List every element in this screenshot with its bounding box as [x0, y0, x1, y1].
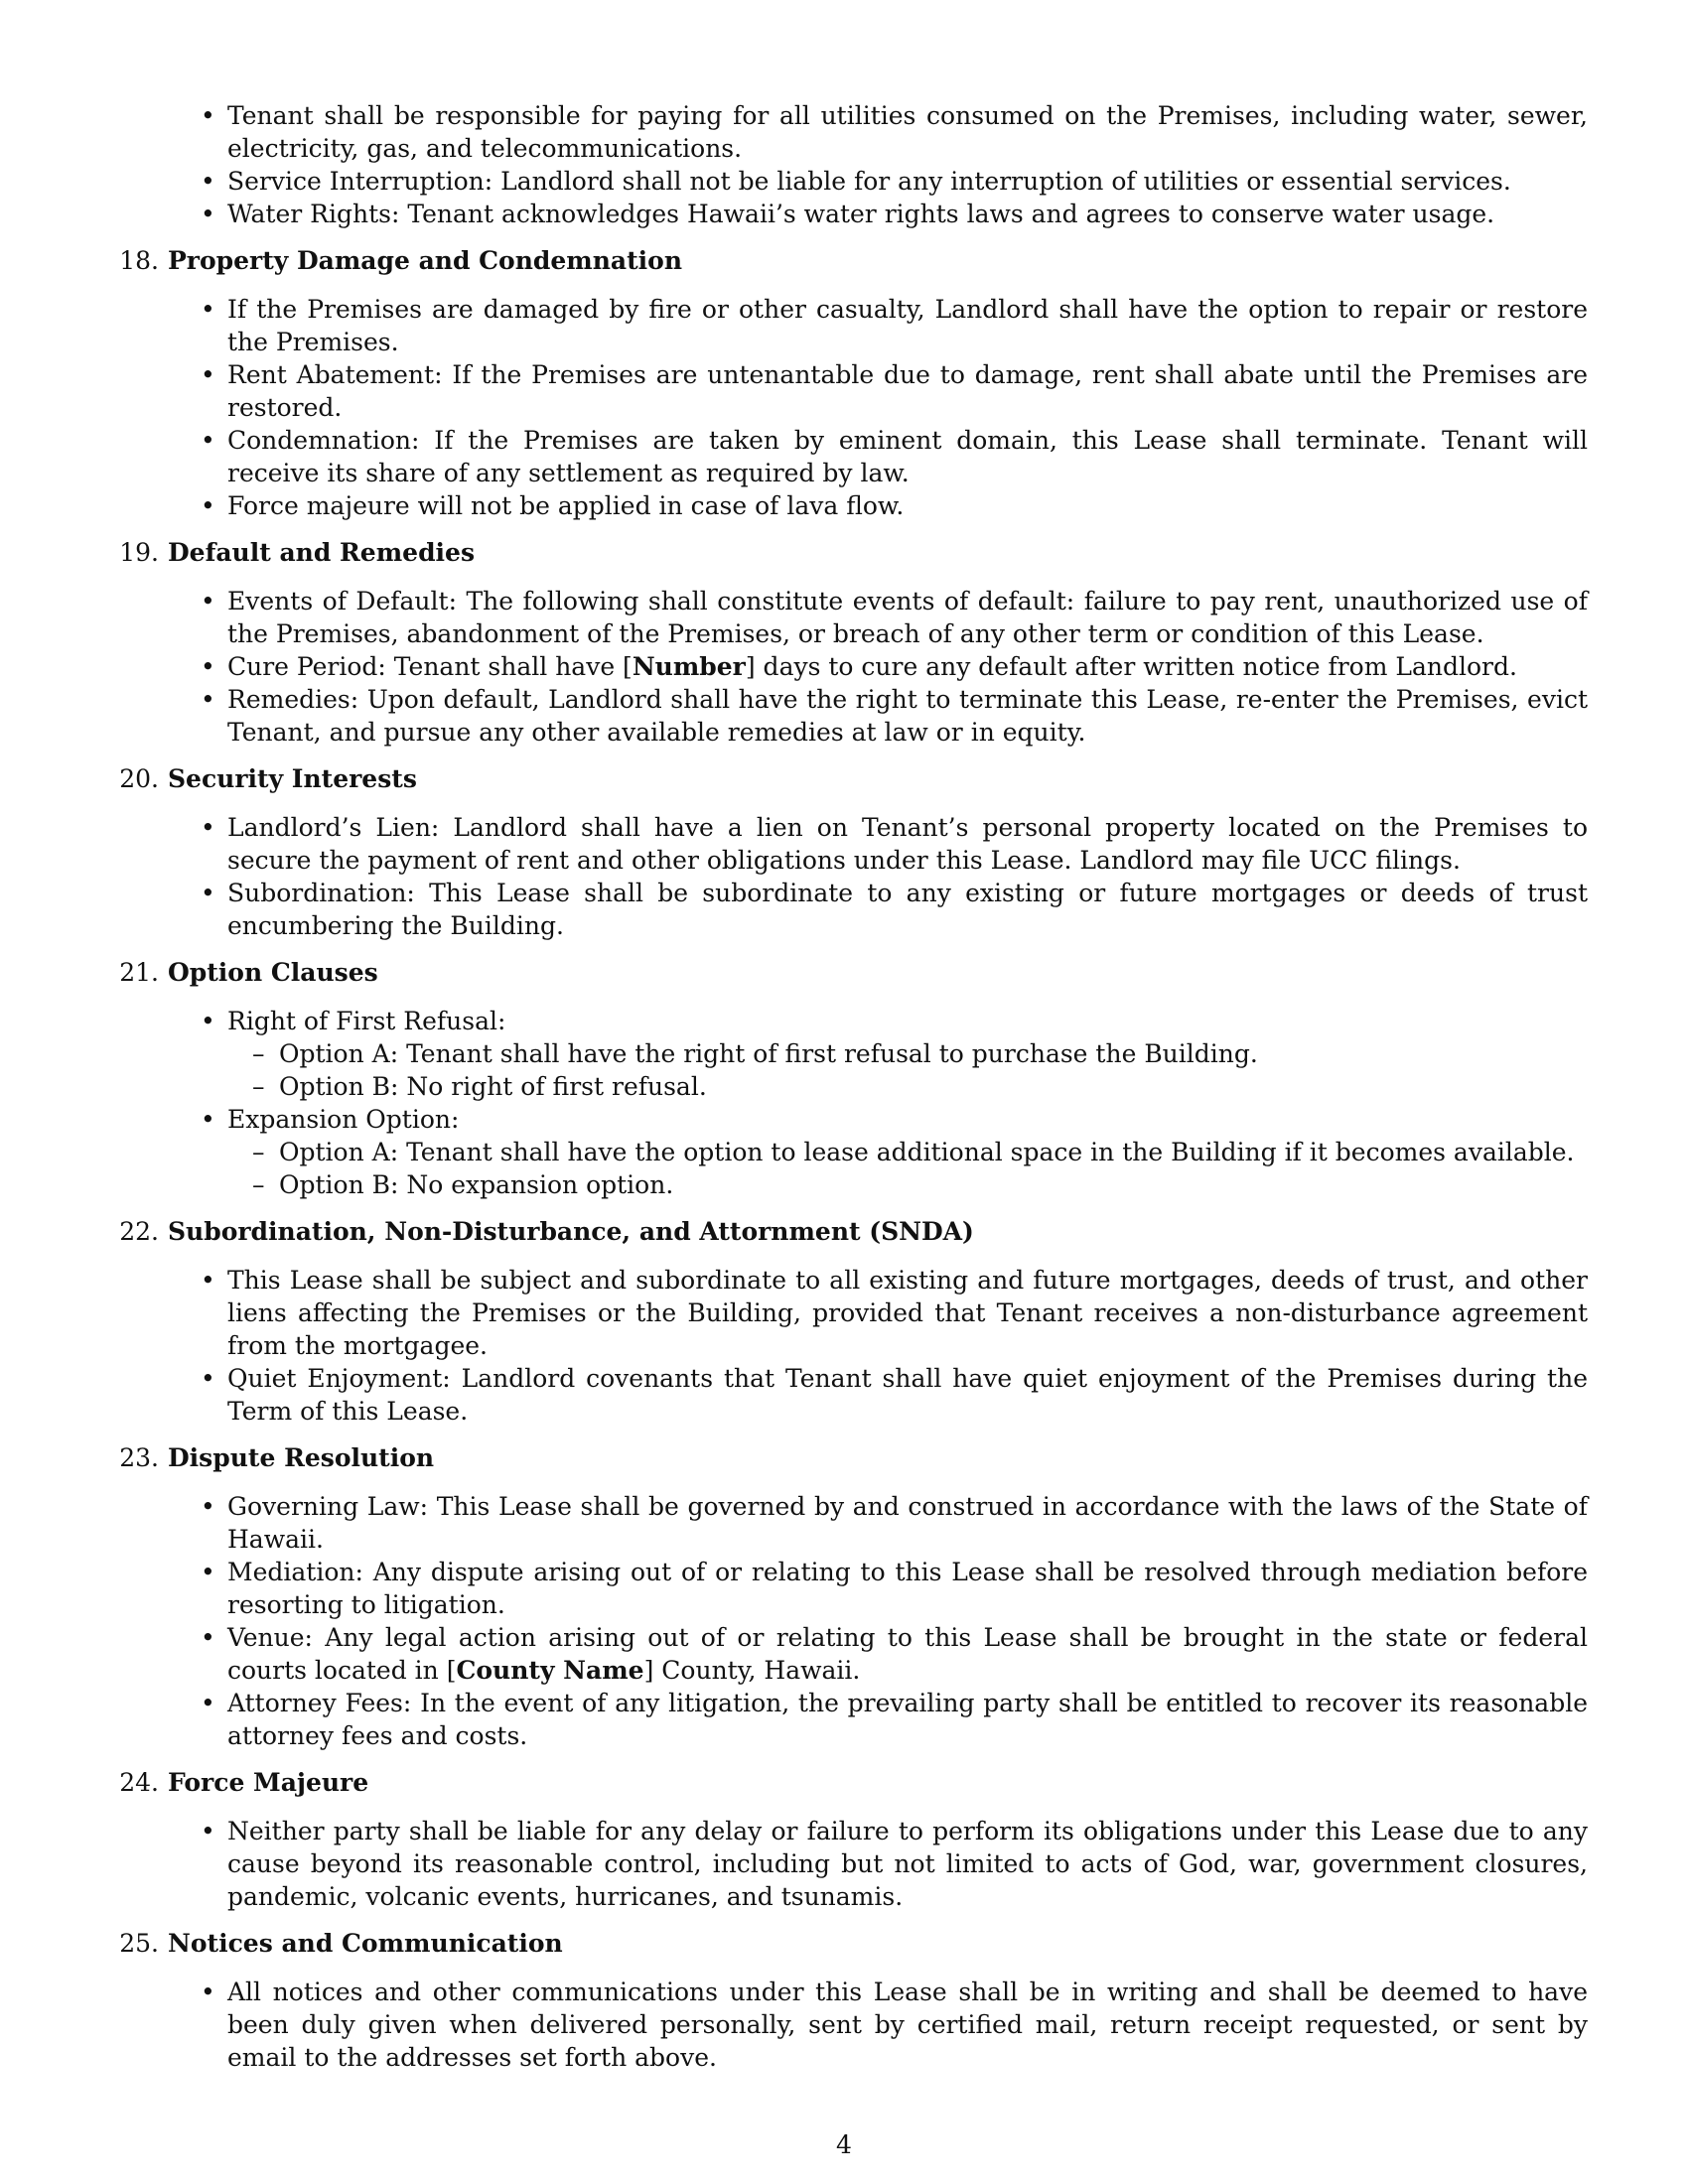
- section-heading: [0, 536, 1688, 569]
- clause-list: [0, 585, 1688, 749]
- section-heading: [0, 1441, 1688, 1474]
- text-fragment: Venue: Any legal action arising out of or relating to this Lease shall be brought in the state or federal courts located in [: [227, 1623, 1588, 1685]
- list-item: • Force majeure will not be applied in case of lava flow.: [227, 489, 1588, 522]
- list-item: • Service Interruption: Landlord shall not be liable for any interruption of utilities or essential services.: [227, 165, 1588, 198]
- section-notices: [0, 1927, 1688, 2074]
- section-number: 24.: [119, 1768, 159, 1797]
- section-heading: [0, 956, 1688, 989]
- text-fragment: ] County, Hawaii.: [643, 1656, 861, 1685]
- clause-list: [0, 293, 1688, 522]
- list-item: [227, 1005, 1588, 1103]
- section-snda: [0, 1215, 1688, 1428]
- list-item: [227, 1103, 1588, 1201]
- section-heading: [0, 244, 1688, 277]
- list-item: • Attorney Fees: In the event of any litigation, the prevailing party shall be entitled to recover its reasonable attorney fees and costs.: [227, 1687, 1588, 1752]
- list-item: • This Lease shall be subject and subordinate to all existing and future mortgages, deeds of trust, and other liens affecting the Premises or the Building, provided that Tenant receives a non-disturbance agreement from the mortgagee.: [227, 1264, 1588, 1362]
- section-security-interests: [0, 762, 1688, 942]
- section-title: Default and Remedies: [168, 538, 476, 567]
- section-force-majeure: [0, 1766, 1688, 1913]
- list-item: • Subordination: This Lease shall be subordinate to any existing or future mortgages or deeds of trust encumbering the Building.: [227, 877, 1588, 942]
- list-item: • Neither party shall be liable for any delay or failure to perform its obligations under this Lease due to any cause beyond its reasonable control, including but not limited to acts of God, war, government closures, pandemic, volcanic events, hurricanes, and tsunamis.: [227, 1815, 1588, 1913]
- section-option-clauses: [0, 956, 1688, 1201]
- clause-list: [0, 1490, 1688, 1752]
- sub-list-item: – Option A: Tenant shall have the option to lease additional space in the Building if it becomes available.: [279, 1136, 1588, 1168]
- list-item: [227, 650, 1588, 683]
- section-number: 19.: [119, 538, 159, 567]
- list-item: • Landlord’s Lien: Landlord shall have a lien on Tenant’s personal property located on the Premises to secure the payment of rent and other obligations under this Lease. Landlord may file UCC filings.: [227, 811, 1588, 877]
- list-item: • Quiet Enjoyment: Landlord covenants that Tenant shall have quiet enjoyment of the Premises during the Term of this Lease.: [227, 1362, 1588, 1428]
- text-fragment: ] days to cure any default after written notice from Landlord.: [745, 652, 1517, 681]
- section-heading: [0, 762, 1688, 795]
- list-item: • All notices and other communications under this Lease shall be in writing and shall be deemed to have been duly given when delivered personally, sent by certified mail, return receipt requested, or sent by email to the addresses set forth above.: [227, 1976, 1588, 2074]
- list-item: • Remedies: Upon default, Landlord shall have the right to terminate this Lease, re-enter the Premises, evict Tenant, and pursue any other available remedies at law or in equity.: [227, 683, 1588, 749]
- section-title: Dispute Resolution: [168, 1443, 435, 1472]
- option-label: Right of First Refusal:: [227, 1007, 506, 1035]
- list-item: • Rent Abatement: If the Premises are untenantable due to damage, rent shall abate until the Premises are restored.: [227, 358, 1588, 424]
- list-item: [227, 1621, 1588, 1687]
- clause-list: [0, 1815, 1688, 1913]
- list-item: • If the Premises are damaged by fire or other casualty, Landlord shall have the option to repair or restore the Premises.: [227, 293, 1588, 358]
- list-item: • Tenant shall be responsible for paying for all utilities consumed on the Premises, including water, sewer, electricity, gas, and telecommunications.: [227, 99, 1588, 165]
- list-item: • Mediation: Any dispute arising out of or relating to this Lease shall be resolved through mediation before resorting to litigation.: [227, 1556, 1588, 1621]
- list-item: • Condemnation: If the Premises are taken by eminent domain, this Lease shall terminate. Tenant will receive its share of any settlement as required by law.: [227, 424, 1588, 489]
- section-number: 23.: [119, 1443, 159, 1472]
- section-title: Property Damage and Condemnation: [168, 246, 683, 275]
- section-title: Security Interests: [168, 764, 417, 793]
- section-heading: [0, 1215, 1688, 1248]
- section-number: 22.: [119, 1217, 159, 1246]
- page-number: 4: [836, 2130, 852, 2159]
- section-default-remedies: [0, 536, 1688, 749]
- section-number: 25.: [119, 1929, 159, 1958]
- clause-list: [0, 1264, 1688, 1428]
- sub-list-item: – Option B: No expansion option.: [279, 1168, 1588, 1201]
- section-number: 21.: [119, 958, 159, 987]
- list-item: • Governing Law: This Lease shall be governed by and construed in accordance with the laws of the State of Hawaii.: [227, 1490, 1588, 1556]
- section-title: Subordination, Non-Disturbance, and Attornment (SNDA): [168, 1217, 974, 1246]
- section-number: 18.: [119, 246, 159, 275]
- option-sublist: [227, 1037, 1588, 1103]
- section-property-damage: [0, 244, 1688, 522]
- placeholder-number: Number: [632, 652, 746, 681]
- list-item: • Water Rights: Tenant acknowledges Hawaii’s water rights laws and agrees to conserve water usage.: [227, 198, 1588, 230]
- document-page-body: [0, 99, 1688, 2074]
- utilities-list: [0, 99, 1688, 230]
- clause-list: [0, 811, 1688, 942]
- clause-list: [0, 1005, 1688, 1201]
- section-title: Force Majeure: [168, 1768, 369, 1797]
- sub-list-item: – Option A: Tenant shall have the right of first refusal to purchase the Building.: [279, 1037, 1588, 1070]
- placeholder-county-name: County Name: [456, 1656, 644, 1685]
- sub-list-item: – Option B: No right of first refusal.: [279, 1070, 1588, 1103]
- section-dispute-resolution: [0, 1441, 1688, 1752]
- list-item: • Events of Default: The following shall constitute events of default: failure to pay rent, unauthorized use of the Premises, abandonment of the Premises, or breach of any other term or condition of this Lease.: [227, 585, 1588, 650]
- text-fragment: Cure Period: Tenant shall have [: [227, 652, 633, 681]
- section-heading: [0, 1766, 1688, 1799]
- section-heading: [0, 1927, 1688, 1960]
- option-sublist: [227, 1136, 1588, 1201]
- option-label: Expansion Option:: [227, 1105, 460, 1134]
- clause-list: [0, 1976, 1688, 2074]
- section-title: Notices and Communication: [168, 1929, 563, 1958]
- section-number: 20.: [119, 764, 159, 793]
- section-title: Option Clauses: [168, 958, 378, 987]
